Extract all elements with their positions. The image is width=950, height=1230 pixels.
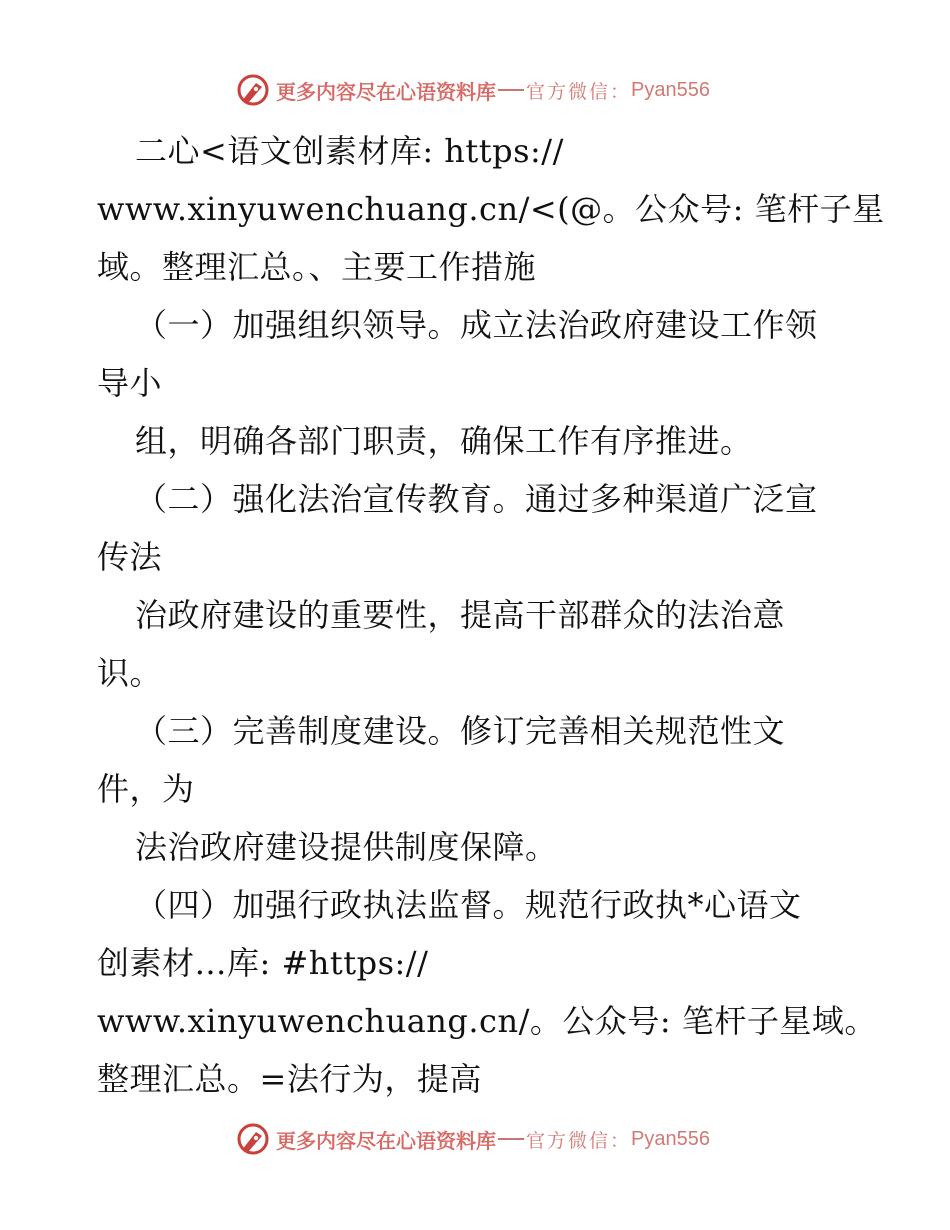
text-line: 整理汇总。=法行为，提高: [97, 1060, 482, 1098]
banner-dash: [498, 89, 524, 91]
text-line: （一）加强组织领导。成立法治政府建设工作领: [135, 306, 818, 344]
text-line: （三）完善制度建设。修订完善相关规范性文: [135, 712, 786, 750]
banner-wechat-id: Pyan556: [631, 1127, 710, 1150]
banner-wechat-id: Pyan556: [631, 78, 710, 101]
text-line: 导小: [97, 364, 163, 402]
header-banner: [236, 72, 710, 108]
footer-banner: [236, 1121, 710, 1157]
document-body: [97, 122, 885, 1108]
banner-dash: [498, 1138, 524, 1140]
text-line: （四）加强行政执法监督。规范行政执*心语文: [135, 886, 802, 924]
text-line: 治政府建设的重要性，提高干部群众的法治意: [135, 596, 786, 634]
text-line: 传法: [97, 538, 163, 576]
text-line: 件，为: [97, 770, 195, 808]
text-line: （二）强化法治宣传教育。通过多种渠道广泛宣: [135, 480, 818, 518]
text-line: 识。: [97, 654, 163, 692]
pen-nib-logo-icon: [236, 73, 270, 107]
text-line: 域。整理汇总。、主要工作措施: [97, 248, 537, 286]
text-line: 二心<语文创素材库: https://: [135, 132, 564, 170]
banner-wechat-label: 官方微信：: [526, 1129, 632, 1152]
text-line: www.xinyuwenchuang.cn/。公众号: 笔杆子星域。: [97, 1002, 877, 1040]
pen-nib-logo-icon: [236, 1122, 270, 1156]
banner-main-text: 更多内容尽在心语资料库: [276, 79, 496, 104]
text-line: 组，明确各部门职责，确保工作有序推进。: [135, 422, 753, 460]
banner-main-text: 更多内容尽在心语资料库: [276, 1128, 496, 1153]
banner-wechat-label: 官方微信：: [526, 80, 632, 103]
text-line: 创素材…库: #https://: [97, 944, 429, 982]
text-line: www.xinyuwenchuang.cn/<(@。公众号: 笔杆子星: [97, 190, 885, 228]
text-line: 法治政府建设提供制度保障。: [135, 828, 558, 866]
